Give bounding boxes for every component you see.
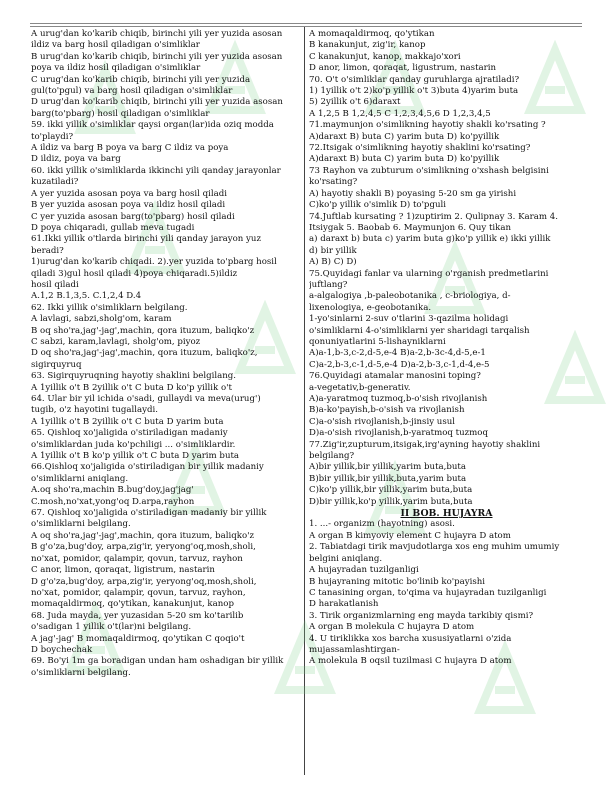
text-line: to'playdi? — [31, 131, 74, 142]
text-line: D boychechak — [31, 644, 93, 655]
text-line: kuzatiladi? — [31, 177, 79, 188]
text-line: 4. U tiriklikka xos barcha xususiyatlarni o'zida — [309, 633, 512, 644]
text-line: 65. Qishloq xo'jaligida o'stiriladigan madaniy — [31, 428, 228, 439]
text-line: momaqaldirmoq, qo'ytikan, kanakunjut, kanop — [31, 599, 234, 610]
text-line: D)a-o'sish rivojlanish,b-yaratmoq tuzmoq — [309, 428, 488, 439]
text-line: B yer yuzida asosan poya va ildiz hosil qiladi — [31, 200, 226, 211]
text-line: A organ B molekula C hujayra D atom — [309, 622, 475, 633]
text-line: 73 Rayhon va zubturum o'simlikning o'xshash belgisini — [309, 165, 549, 176]
text-line: C anor, limon, qoraqat, ligistrum, nastarin — [31, 565, 215, 576]
text-line: belgini aniqlang. — [309, 553, 383, 564]
text-line: 3. Tirik organizmlarning eng mayda tarkibiy qismi? — [309, 610, 534, 621]
text-line: D oq sho'ra,jag'-jag',machin, qora ituzum, baliqko'z, — [31, 348, 258, 359]
text-line: 67. Qishloq xo'jaligida o'stiriladigan madaniy bir yillik — [31, 508, 267, 519]
text-line: A.oq sho'ra,machin B.bug'doy,jag'jag' — [31, 485, 194, 496]
text-line: C kanakunjut, kanop, makkajo'xori — [309, 51, 461, 62]
text-line: 72.Itsigak o'simlikning hayotiy shaklini ko'rsating? — [309, 143, 531, 154]
column-divider — [304, 27, 305, 775]
section-heading: II BOB. HUJAYRA — [400, 508, 493, 520]
text-line: o'sadigan 1 yillik o't(lar)ni belgilang. — [31, 622, 192, 633]
text-line: 62. Ikki yillik o'simliklarn belgilang. — [31, 302, 188, 313]
text-line: 66.Qishloq xo'jaligida o'stiriladigan bir yillik madaniy — [31, 462, 264, 473]
text-line: 63. Sigirquyruqning hayotiy shaklini belgilang. — [31, 371, 236, 382]
text-line: A jag'-jag' B momaqaldirmoq, qo'ytikan C qoqio't — [31, 633, 245, 644]
text-line: A 1yillik o't B 2yillik o't C buta D yarim buta — [31, 416, 224, 427]
text-line: C sabzi, karam,lavlagi, sholg'om, piyoz — [31, 336, 201, 347]
text-line: D anor, limon, qoraqat, ligustrum, nastarin — [309, 63, 497, 74]
text-line: 77.Zig'ir,zupturum,itsigak,irg'ayning hayotiy shaklini — [309, 439, 541, 450]
text-line: a-vegetativ,b-generativ. — [309, 382, 411, 393]
text-line: o'simliklarni belgilang. — [31, 667, 131, 678]
text-line: A hujayradan tuzilganligi — [309, 565, 419, 576]
text-line: A molekula B oqsil tuzilmasi C hujayra D atom — [309, 656, 512, 667]
text-line: 60. ikki yillik o'simliklarda ikkinchi yili qanday jarayonlar — [31, 165, 281, 176]
text-line: B oq sho'ra,jag'-jag',machin, qora ituzum, baliqko'z — [31, 325, 255, 336]
text-line: no'xat, pomidor, qalampir, qovun, tarvuz, rayhon, — [31, 587, 246, 598]
text-line: 76.Quyidagi atamalar manosini toping? — [309, 371, 481, 382]
text-line: 64. Ular bir yil ichida o'sadi, gullaydi va meva(urug') — [31, 394, 261, 404]
text-line: o'simliklarni 4-o'simliklarni yer sharidagi tarqalish — [309, 325, 530, 336]
text-line: belgilang? — [309, 451, 355, 462]
text-line: A lavlagi, sabzi,sholg'om, karam — [31, 314, 172, 325]
text-line: barg(to'pbarg) hosil qiladigan o'simliklar — [31, 108, 210, 119]
text-line: 61.Ikki yillik o'tlarda birinchi yili qanday jarayon yuz — [31, 234, 261, 245]
text-line: D ildiz, poya va barg — [31, 154, 121, 165]
text-line: 71.maymunjon o'simlikning hayotiy shakli ko'rsating ? — [309, 120, 546, 131]
text-line: 1) 1yillik o't 2)ko'p yillik o't 3)buta 4)yarim buta — [309, 86, 519, 97]
text-line: ildiz va barg hosil qiladigan o'simliklar — [31, 40, 200, 51]
text-line: A 1,2,5 B 1,2,4,5 C 1,2,3,4,5,6 D 1,2,3,4,5 — [309, 108, 491, 119]
text-line: juftlang? — [309, 279, 348, 290]
text-line: lixenologiya, e-geobotanika. — [309, 302, 432, 313]
text-line: 1)urug'dan ko'karib chiqadi. 2).yer yuzida to'pbarg hosil — [31, 257, 277, 268]
text-line: A) hayotiy shakli B) poyasing 5-20 sm ga yirishi — [309, 188, 517, 199]
text-line: A)daraxt B) buta C) yarim buta D) ko'pyillik — [309, 154, 500, 165]
text-line: 5) 2yillik o't 6)daraxt — [309, 97, 401, 108]
text-line: B kanakunjut, zig'ir, kanop — [309, 40, 426, 51]
text-line: qonuniyatlarini 5-lishayniklarni — [309, 336, 446, 347]
text-line: A)bir yillik,bir yillik,yarim buta,buta — [309, 462, 466, 473]
text-line: C yer yuzida asosan barg(to'pbarg) hosil qiladi — [31, 211, 235, 222]
text-line: A yer yuzida asosan poya va barg hosil qiladi — [31, 188, 228, 199]
text-line: B g'o'za,bug'doy, arpa,zig'ir, yeryong'oq,mosh,sholi, — [31, 542, 256, 553]
text-line: B)a-ko'payish,b-o'sish va rivojlanish — [309, 405, 465, 416]
text-line: gul(to'pgul) va barg hosil qiladigan o'simliklar — [31, 86, 233, 97]
text-line: A)daraxt B) buta C) yarim buta D) ko'pyillik — [309, 131, 500, 142]
text-line: o'simliklarni belgilang. — [31, 519, 131, 530]
text-line: 68. Juda mayda, yer yuzasidan 5-20 sm ko'tarilib — [31, 610, 244, 621]
text-line: C)ko'p yillik o'simlik D) to'pguli — [309, 200, 446, 211]
text-line: o'simliklarni aniqlang. — [31, 473, 129, 484]
text-line: 69. Bo'yi 1m ga boradigan undan ham oshadigan bir yillik — [31, 656, 284, 667]
text-line: C.mosh,no'xat,yong'oq D.arpa,rayhon — [31, 496, 195, 507]
text-line: A) B) C) D) — [309, 257, 357, 268]
text-line: ko'rsating? — [309, 177, 358, 188]
left-column — [31, 29, 301, 679]
text-line: D harakatlanish — [309, 599, 379, 610]
text-line: 70. O't o'simliklar qanday guruhlarga ajratiladi? — [309, 74, 520, 85]
text-line: a) daraxt b) buta c) yarim buta g)ko'p yillik e) ikki yillik — [309, 234, 551, 245]
header-rule-secondary — [30, 26, 582, 27]
text-line: no'xat, pomidor, qalampir, qovun, tarvuz, rayhon — [31, 553, 243, 564]
text-line: d) bir yillik — [309, 245, 357, 256]
text-line: A.1,2 B.1,3,5. C.1,2,4 D.4 — [31, 291, 142, 302]
text-line: o'simliklardan juda ko'pchiligi ... o'simliklardir. — [31, 439, 236, 450]
text-line: qiladi 3)gul hosil qiladi 4)poya chiqaradi.5)ildiz — [31, 268, 238, 279]
text-line: D)bir yillik,ko'p yillik,yarim buta,buta — [309, 496, 473, 507]
text-line: 59. ikki yillik o'simliklar qaysi organ(lar)ida oziq modda — [31, 120, 274, 131]
text-line: C)a-o'sish rivojlanish,b-jinsiy usul — [309, 416, 456, 427]
text-line: poya va ildiz hosil qiladigan o'simliklar — [31, 63, 201, 74]
text-line: C)a-2,b-3,c-1,d-5,e-4 D)a-2,b-3,c-1,d-4,e-5 — [309, 359, 490, 370]
text-line: B hujayraning mitotic bo'linib ko'payishi — [309, 576, 486, 587]
text-line: a-algalogiya ,b-paleobotanika , c-briologiya, d- — [309, 291, 511, 302]
text-line: A organ B kimyoviy element C hujayra D atom — [309, 530, 511, 541]
text-line: C)ko'p yillik,bir yillik,yarim buta,buta — [309, 485, 473, 496]
text-line: A urug'dan ko'karib chiqib, birinchi yili yer yuzida asosan — [31, 29, 283, 39]
text-line: hosil qiladi — [31, 279, 79, 290]
text-line: tugib, o'z hayotini tugallaydi. — [31, 405, 158, 416]
text-line: D poya chiqaradi, gullab meva tugadi — [31, 222, 195, 233]
text-line: A 1yillik o't B 2yillik o't C buta D ko'p yillik o't — [31, 382, 232, 393]
text-line: 75.Quyidagi fanlar va ularning o'rganish predmetlarini — [309, 268, 549, 279]
text-line: B urug'dan ko'karib chiqib, birinchi yili yer yuzida asosan — [31, 51, 283, 62]
text-line: A 1yillik o't B ko'p yillik o't C buta D yarim buta — [31, 451, 240, 462]
text-line: sigirquyruq — [31, 359, 82, 370]
text-line: Itsiygak 5. Baobab 6. Maymunjon 6. Quy tikan — [309, 222, 512, 233]
text-line: 74.Juftlab kursating ? 1)zuptirim 2. Qulipnay 3. Karam 4. — [309, 211, 558, 222]
text-line: A)a-1,b-3,c-2,d-5,e-4 B)a-2,b-3c-4,d-5,e-1 — [309, 348, 486, 359]
text-line: mujassamlashtirgan- — [309, 644, 400, 655]
text-line: A oq sho'ra,jag'-jag',machin, qora ituzum, baliqko'z — [31, 530, 255, 541]
right-column — [309, 29, 584, 668]
text-line: 1. ...- organizm (hayotning) asosi. — [309, 519, 455, 530]
text-line: D urug'dan ko'karib chiqib, birinchi yili yer yuzida asosan — [31, 97, 283, 108]
text-line: beradi? — [31, 245, 64, 256]
text-line: D g'o'za,bug'doy, arpa,zig'ir, yeryong'oq,mosh,sholi, — [31, 576, 257, 587]
text-line: 1-yo'sinlarni 2-suv o'tlarini 3-qazilma holidagi — [309, 314, 509, 325]
text-line: A ildiz va barg B poya va barg C ildiz va poya — [31, 143, 229, 154]
text-line: C tanasining organ, to'qima va hujayradan tuzilganligi — [309, 587, 547, 598]
header-rule — [30, 23, 582, 24]
text-line: 2. Tabiatdagi tirik mavjudotlarga xos eng muhim umumiy — [309, 542, 560, 553]
text-line: C urug'dan ko'karib chiqib, birinchi yili yer yuzida — [31, 74, 251, 85]
text-line: A momaqaldirmoq, qo'ytikan — [309, 29, 435, 39]
text-line: A)a-yaratmoq tuzmoq,b-o'sish rivojlanish — [309, 394, 488, 404]
text-line: B)bir yillik,bir yillik,buta,yarim buta — [309, 473, 467, 484]
